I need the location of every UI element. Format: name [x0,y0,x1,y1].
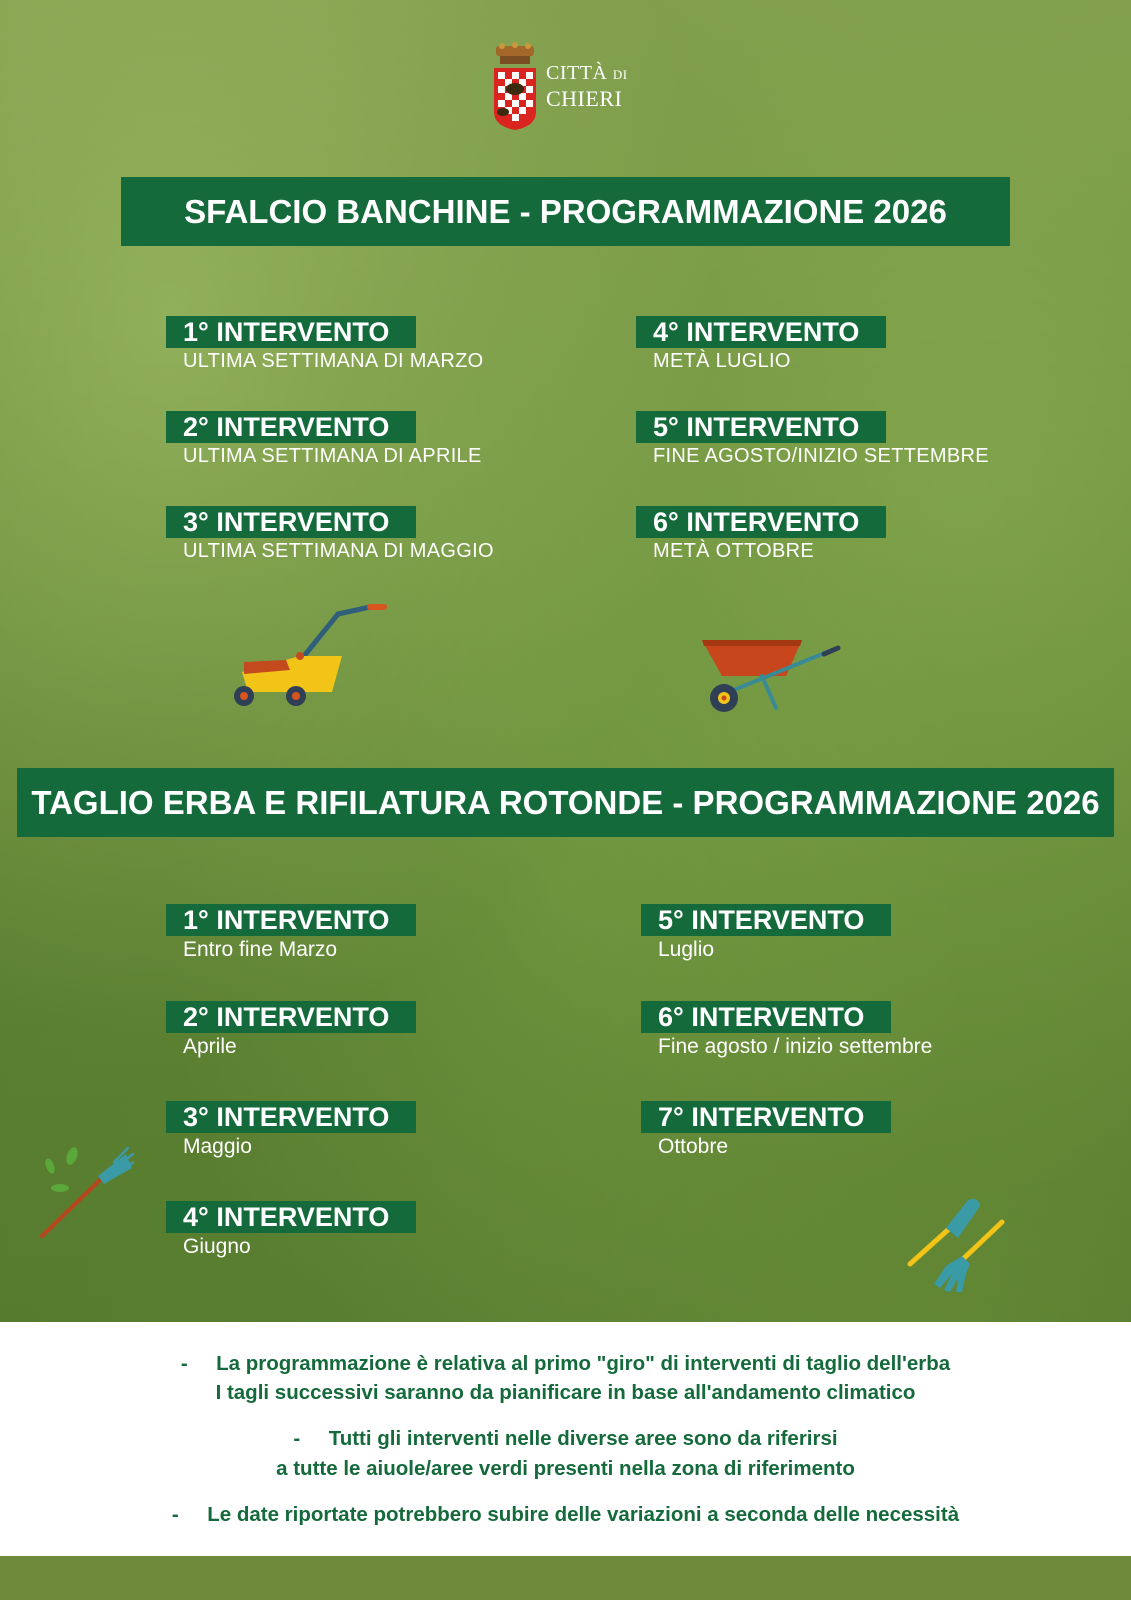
s1-intervento-2-when: ULTIMA SETTIMANA DI APRILE [183,445,482,467]
s2-intervento-7-when: Ottobre [658,1135,729,1158]
note-1-line-2: I tagli successivi saranno da pianificare in base all'andamento climatico [215,1381,916,1404]
s2-intervento-1-when: Entro fine Marzo [183,938,338,961]
s1-intervento-1-when: ULTIMA SETTIMANA DI MARZO [183,350,484,372]
s2-intervento-6 [641,1001,932,1059]
s2-intervento-7 [641,1101,891,1159]
logo-text-citta: CITTÀ [546,62,608,84]
s2-intervento-4 [166,1201,416,1259]
city-logo [490,42,628,130]
s2-intervento-2-when: Aprile [183,1035,237,1058]
s2-intervento-4-label: 4° INTERVENTO [166,1201,416,1233]
s2-intervento-1-label: 1° INTERVENTO [166,904,416,936]
s1-intervento-1-label: 1° INTERVENTO [166,316,416,348]
s1-intervento-6-label: 6° INTERVENTO [636,506,886,538]
s1-intervento-1 [166,316,484,373]
s1-intervento-4-when: METÀ LUGLIO [653,350,791,372]
coat-of-arms-icon [490,42,540,130]
s2-intervento-4-when: Giugno [183,1235,251,1258]
logo-text-di: DI [612,67,628,82]
s1-intervento-5 [636,411,989,468]
trowel-and-fork-icon [906,1194,1006,1294]
s1-intervento-3-label: 3° INTERVENTO [166,506,416,538]
section2-title: TAGLIO ERBA E RIFILATURA ROTONDE - PROGRAMMAZIONE 2026 [17,768,1114,837]
section1-title: SFALCIO BANCHINE - PROGRAMMAZIONE 2026 [121,177,1010,246]
note-2-line-2: a tutte le aiuole/aree verdi presenti nella zona di riferimento [276,1457,855,1480]
note-1-line-1: - La programmazione è relativa al primo "giro" di interventi di taglio dell'erba [180,1352,951,1375]
s1-intervento-2-label: 2° INTERVENTO [166,411,416,443]
s2-intervento-2-label: 2° INTERVENTO [166,1001,416,1033]
s2-intervento-5 [641,904,891,962]
s1-intervento-4 [636,316,886,373]
s2-intervento-7-label: 7° INTERVENTO [641,1101,891,1133]
logo-text-chieri: CHIERI [546,86,623,111]
s1-intervento-4-label: 4° INTERVENTO [636,316,886,348]
s1-intervento-6-when: METÀ OTTOBRE [653,540,815,562]
s1-intervento-5-when: FINE AGOSTO/INIZIO SETTEMBRE [653,445,989,467]
s1-intervento-3 [166,506,494,563]
s2-intervento-5-when: Luglio [658,938,715,961]
s2-intervento-5-label: 5° INTERVENTO [641,904,891,936]
notes-panel [0,1322,1131,1556]
s2-intervento-2 [166,1001,416,1059]
wheelbarrow-icon [702,636,842,720]
s1-intervento-6 [636,506,886,563]
s1-intervento-3-when: ULTIMA SETTIMANA DI MAGGIO [183,540,494,562]
s2-intervento-6-label: 6° INTERVENTO [641,1001,891,1033]
s2-intervento-3-when: Maggio [183,1135,252,1158]
s2-intervento-3 [166,1101,416,1159]
lawn-mower-icon [230,604,390,714]
note-3: - Le date riportate potrebbero subire delle variazioni a seconda delle necessità [171,1503,960,1526]
s2-intervento-3-label: 3° INTERVENTO [166,1101,416,1133]
s2-intervento-1 [166,904,416,962]
rake-icon [38,1144,134,1240]
s1-intervento-5-label: 5° INTERVENTO [636,411,886,443]
s2-intervento-6-when: Fine agosto / inizio settembre [658,1035,933,1058]
footer-strip [0,1556,1131,1600]
s1-intervento-2 [166,411,482,468]
note-2-line-1: - Tutti gli interventi nelle diverse aree sono da riferirsi [293,1427,838,1450]
